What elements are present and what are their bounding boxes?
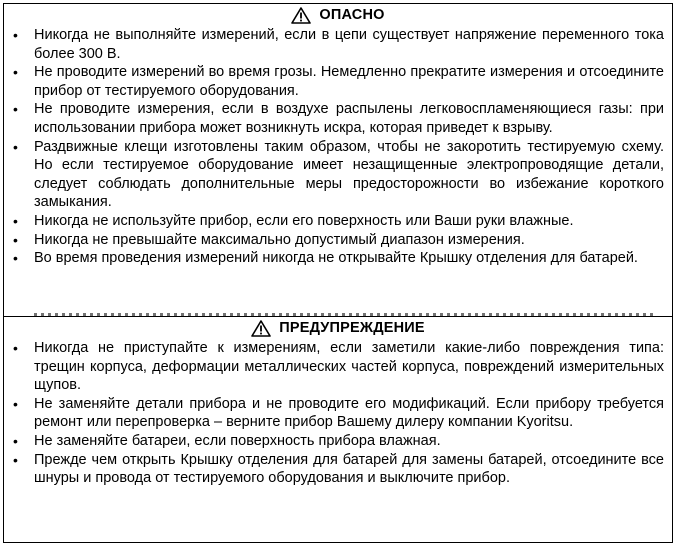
danger-header — [4, 4, 672, 26]
warning-triangle-icon — [291, 7, 311, 24]
warning-item: • Не заменяйте батареи, если поверхность прибора влажная. — [4, 432, 672, 451]
danger-item: • Не проводите измерений во время грозы. Немедленно прекратите измерения и отсоедините прибор от тестируемого оборудования. — [4, 63, 672, 100]
warning-title: ПРЕДУПРЕЖДЕНИЕ — [279, 320, 425, 336]
warning-item: • Не заменяйте детали прибора и не проводите его модификаций. Если прибору требуется ремонт или перепроверка – верните прибор Вашему дилеру компании Kyoritsu. — [4, 395, 672, 432]
warning-header — [4, 317, 672, 339]
danger-item: • Не проводите измерения, если в воздухе распылены легковоспламеняющиеся газы: при использовании прибора может возникнуть искра, которая приведет к взрыву. — [4, 100, 672, 137]
danger-item: • Никогда не выполняйте измерений, если в цепи существует напряжение переменного тока более 300 В. — [4, 26, 672, 63]
warning-item: • Никогда не приступайте к измерениям, если заметили какие-либо повреждения типа: трещин корпуса, деформации металлических частей корпуса, повреждений измерительных щупов. — [4, 339, 672, 395]
danger-item: • Раздвижные клещи изготовлены таким образом, чтобы не закоротить тестируемую схему. Но если тестируемое оборудование имеет незащищенные электропроводящие детали, следует соблюдать дополнительные меры предосторожности во избежание короткого замыкания. — [4, 138, 672, 212]
warning-section — [3, 316, 673, 543]
danger-list — [4, 26, 672, 268]
danger-item: • Во время проведения измерений никогда не открывайте Крышку отделения для батарей. — [4, 249, 672, 268]
danger-title: ОПАСНО — [319, 7, 385, 23]
warning-triangle-icon — [251, 320, 271, 337]
danger-section — [3, 3, 673, 317]
danger-item: • Никогда не превышайте максимально допустимый диапазон измерения. — [4, 231, 672, 250]
danger-item: • Никогда не используйте прибор, если его поверхность или Ваши руки влажные. — [4, 212, 672, 231]
warning-item: • Прежде чем открыть Крышку отделения для батарей для замены батарей, отсоедините все шнуры и провода от тестируемого оборудования и выключите прибор. — [4, 451, 672, 488]
warning-list — [4, 339, 672, 488]
